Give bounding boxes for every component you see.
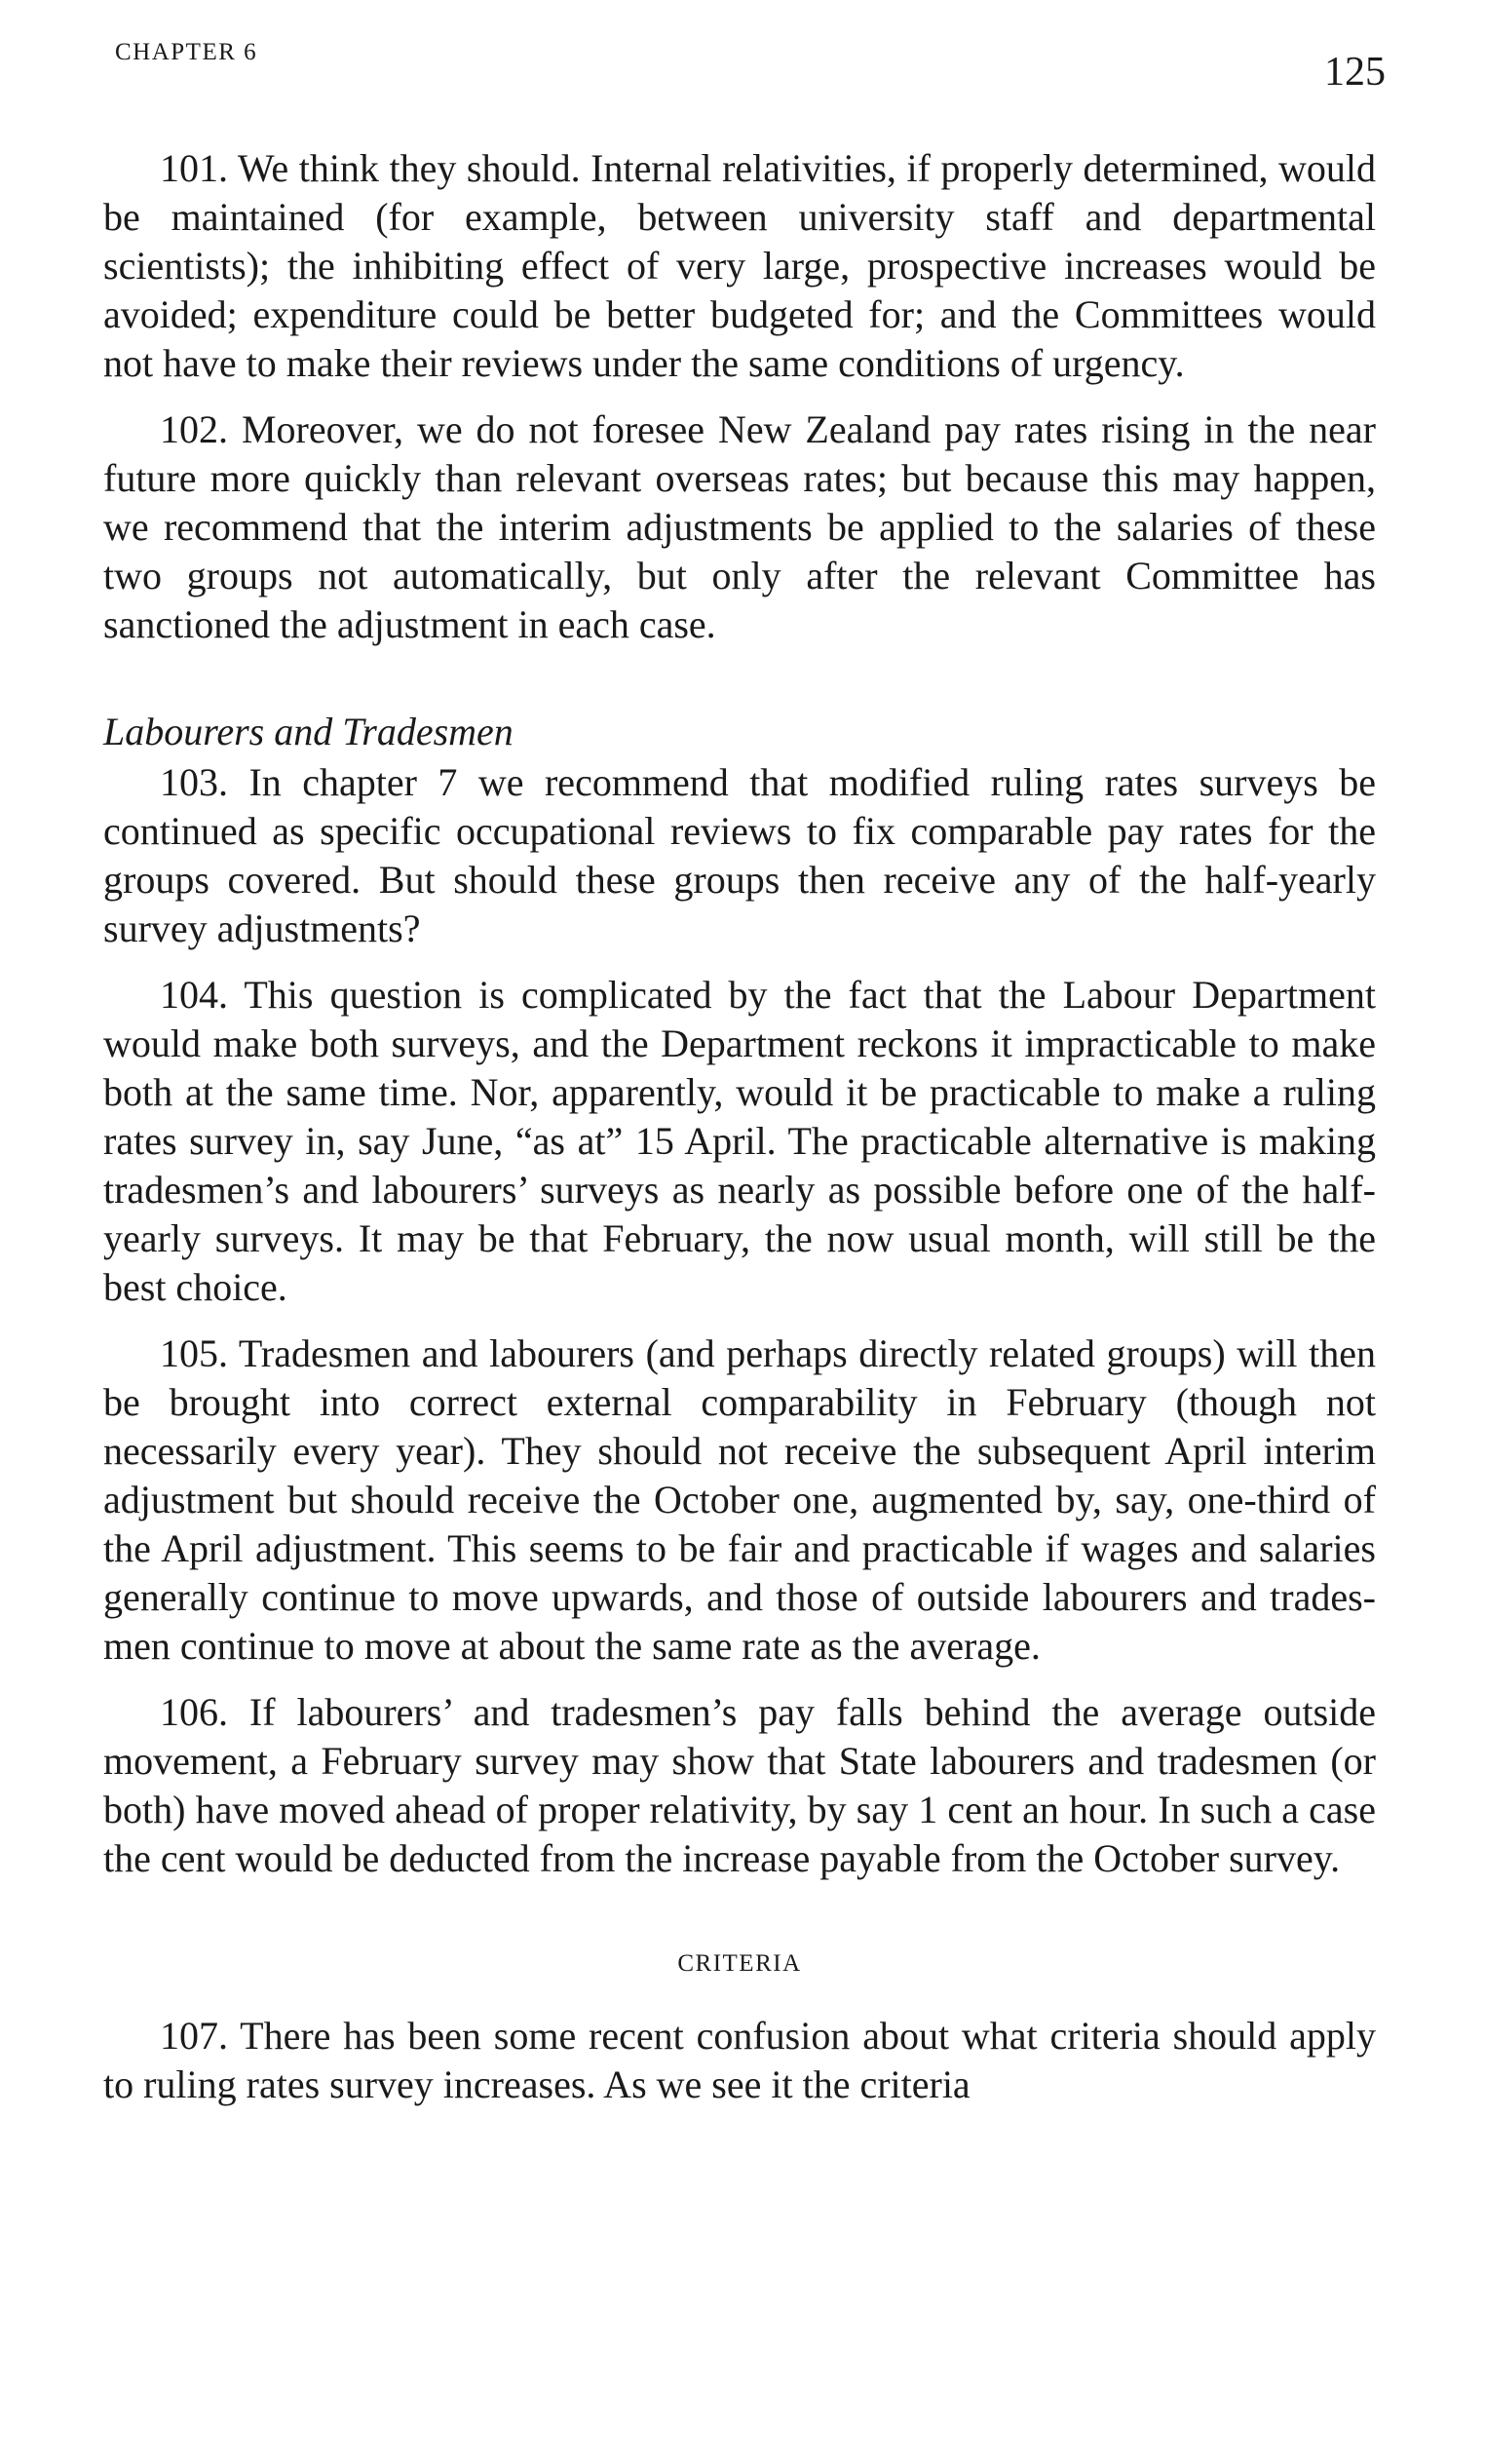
paragraph-text: Tradesmen and labourers (and perhaps directly related groups) will then be brought into correct external comparability in February (though not necessarily every year). They should not receive the subsequent April interim adjustment but should receive the October one, augmented by, say, one-third of the April adjustment. This seems to be fair and practicable if wages and salaries generally continue to move upwards, and those of outside labourers and tradesmen continue to move at about the same rate as the average. bbox=[103, 1331, 1376, 1668]
paragraph-number: 105. bbox=[160, 1331, 228, 1375]
paragraph-103 bbox=[103, 758, 1376, 953]
paragraph-105 bbox=[103, 1329, 1376, 1671]
section-heading-criteria: CRITERIA bbox=[677, 1950, 802, 1977]
subheading-labourers-tradesmen: Labourers and Tradesmen bbox=[103, 710, 514, 753]
paragraph-104 bbox=[103, 971, 1376, 1312]
paragraph-107 bbox=[103, 2012, 1376, 2109]
paragraph-number: 102. bbox=[160, 407, 228, 451]
body-text bbox=[103, 144, 1376, 2127]
paragraph-text: We think they should. Internal relativities, if properly determined, would be maintained (for example, between university staff and departmental scientists); the inhibiting effect of very large, prospective increases would be avoided; expenditure could be better budgeted for; and the Committees would not have to make their reviews under the same conditions of urgency. bbox=[103, 146, 1376, 385]
paragraph-number: 106. bbox=[160, 1690, 228, 1734]
running-head: CHAPTER 6 bbox=[115, 39, 258, 65]
paragraph-text: This question is complicated by the fact that the Labour Department would make both surveys, and the Department reckons it impracticable to make both at the same time. Nor, apparently, would it be practicable to make a ruling rates survey in, say June, “as at” 15 April. The practicable alternative is making tradesmen’s and labourers’ surveys as nearly as possible before one of the halfyearly surveys. It may be that February, the now usual month, will still be the best choice. bbox=[103, 973, 1377, 1309]
paragraph-number: 101. bbox=[160, 146, 228, 190]
paragraph-number: 107. bbox=[160, 2014, 228, 2058]
paragraph-text: There has been some recent confusion about what criteria should apply to ruling rates survey increases. As we see it the criteria bbox=[103, 2014, 1377, 2106]
paragraph-text: Moreover, we do not foresee New Zealand pay rates rising in the near future more quickly than relevant overseas rates; but because this may happen, we recommend that the interim adjustments be applied to the salaries of these two groups not automatically, but only after the relevant Committee has sanctioned the adjustment in each case. bbox=[103, 407, 1376, 646]
paragraph-106 bbox=[103, 1688, 1376, 1883]
paragraph-101 bbox=[103, 144, 1376, 388]
page-number: 125 bbox=[1324, 50, 1386, 95]
paragraph-text: In chapter 7 we recommend that modified ruling rates surveys be continued as specific occupational reviews to fix comparable pay rates for the groups covered. But should these groups then receive any of the half-yearly survey adjustments? bbox=[103, 760, 1377, 950]
paragraph-number: 103. bbox=[160, 760, 228, 804]
paragraph-text: If labourers’ and tradesmen’s pay falls behind the average outside movement, a February survey may show that State labourers and tradesmen (or both) have moved ahead of proper relativity, by say 1 cent an hour. In such a case the cent would be deducted from the increase payable from the October survey. bbox=[103, 1690, 1377, 1880]
paragraph-number: 104. bbox=[160, 973, 228, 1017]
paragraph-102 bbox=[103, 405, 1376, 649]
